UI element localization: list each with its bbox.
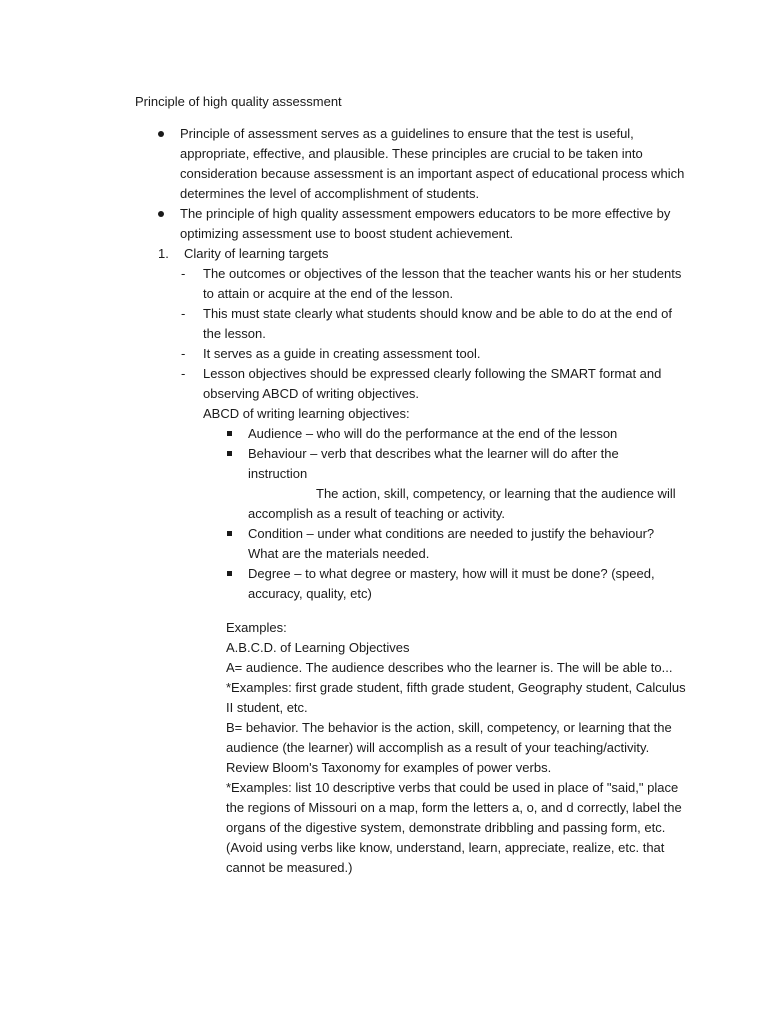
abcd-line: instruction: [248, 466, 308, 481]
examples-line: the regions of Missouri on a map, form the letters a, o, and d correctly, label the: [226, 800, 682, 815]
bullet-line: determines the level of accomplishment of students.: [180, 186, 480, 201]
bullet-line: The principle of high quality assessment empowers educators to be more effective by: [180, 206, 671, 221]
bullet-line: consideration because assessment is an important aspect of educational process which: [180, 166, 685, 181]
examples-line: audience (the learner) will accomplish as a result of your teaching/activity.: [226, 740, 650, 755]
examples-line: II student, etc.: [226, 700, 308, 715]
examples-line: B= behavior. The behavior is the action, skill, competency, or learning that the: [226, 720, 672, 735]
bullet-marker: [158, 211, 164, 217]
dash-line: ABCD of writing learning objectives:: [203, 406, 410, 421]
examples-line: Review Bloom's Taxonomy for examples of power verbs.: [226, 760, 552, 775]
abcd-line: Degree – to what degree or mastery, how will it must be done? (speed,: [248, 566, 655, 581]
square-bullet-marker: [227, 531, 232, 536]
dash-line: to attain or acquire at the end of the lesson.: [203, 286, 454, 301]
dash-line: The outcomes or objectives of the lesson that the teacher wants his or her students: [203, 266, 682, 281]
dash-marker: -: [181, 346, 186, 361]
dash-line: observing ABCD of writing objectives.: [203, 386, 420, 401]
examples-line: *Examples: first grade student, fifth grade student, Geography student, Calculus: [226, 680, 686, 695]
dash-marker: -: [181, 366, 186, 381]
dash-line: It serves as a guide in creating assessment tool.: [203, 346, 481, 361]
abcd-line: What are the materials needed.: [248, 546, 430, 561]
abcd-line: Audience – who will do the performance at the end of the lesson: [248, 426, 618, 441]
square-bullet-marker: [227, 431, 232, 436]
bullet-line: optimizing assessment use to boost student achievement.: [180, 226, 514, 241]
abcd-line: Condition – under what conditions are needed to justify the behaviour?: [248, 526, 655, 541]
examples-line: *Examples: list 10 descriptive verbs that could be used in place of "said," place: [226, 780, 679, 795]
abcd-line: accomplish as a result of teaching or activity.: [248, 506, 505, 521]
abcd-line: The action, skill, competency, or learning that the audience will: [316, 486, 676, 501]
bullet-line: Principle of assessment serves as a guidelines to ensure that the test is useful,: [180, 126, 634, 141]
dash-marker: -: [181, 266, 186, 281]
list-number: 1.: [158, 246, 169, 261]
dash-marker: -: [181, 306, 186, 321]
document-title: Principle of high quality assessment: [135, 94, 342, 109]
examples-line: cannot be measured.): [226, 860, 353, 875]
examples-line: A.B.C.D. of Learning Objectives: [226, 640, 410, 655]
abcd-line: accuracy, quality, etc): [248, 586, 372, 601]
bullet-marker: [158, 131, 164, 137]
square-bullet-marker: [227, 571, 232, 576]
examples-line: (Avoid using verbs like know, understand, learn, appreciate, realize, etc. that: [226, 840, 665, 855]
examples-line: Examples:: [226, 620, 287, 635]
square-bullet-marker: [227, 451, 232, 456]
examples-line: organs of the digestive system, demonstrate dribbling and passing form, etc.: [226, 820, 666, 835]
dash-line: Lesson objectives should be expressed clearly following the SMART format and: [203, 366, 662, 381]
bullet-line: appropriate, effective, and plausible. These principles are crucial to be taken into: [180, 146, 643, 161]
dash-line: This must state clearly what students should know and be able to do at the end of: [203, 306, 673, 321]
abcd-line: Behaviour – verb that describes what the learner will do after the: [248, 446, 619, 461]
examples-line: A= audience. The audience describes who the learner is. The will be able to...: [226, 660, 673, 675]
numbered-heading: Clarity of learning targets: [184, 246, 329, 261]
dash-line: the lesson.: [203, 326, 266, 341]
